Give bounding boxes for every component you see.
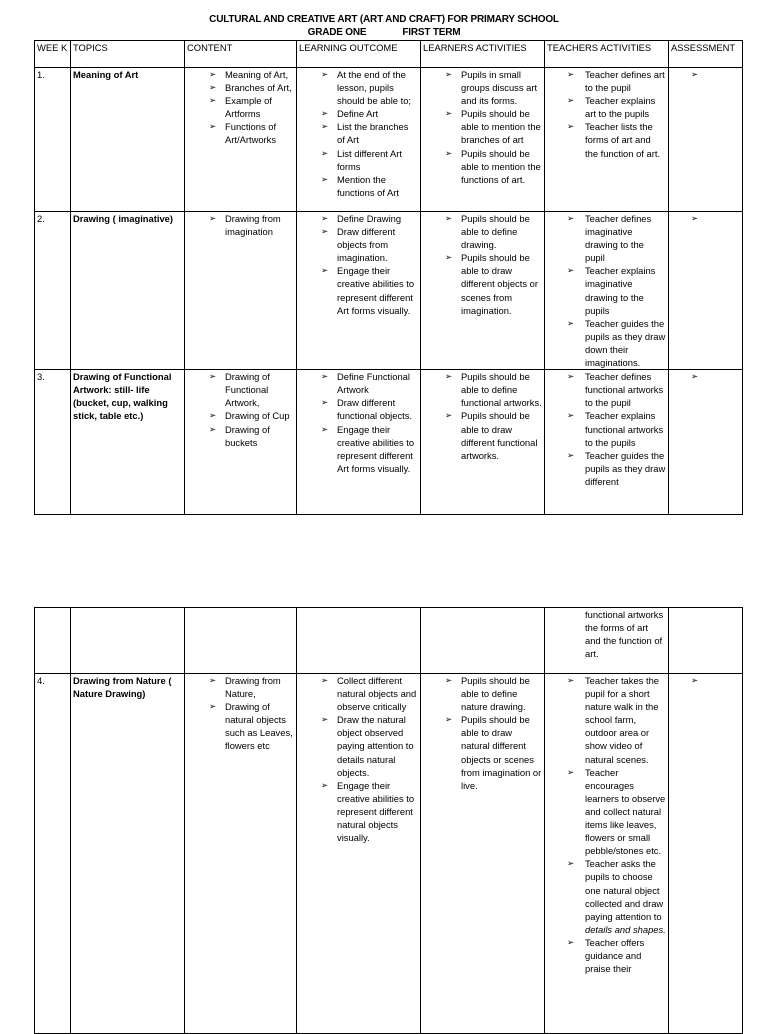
table-row (35, 68, 743, 212)
topic-cell: Drawing ( imaginative) (71, 212, 185, 370)
list-item: ➢ Define Art (321, 108, 379, 120)
scheme-table-page2 (34, 607, 743, 1034)
table-row-continuation (35, 608, 743, 674)
list-item: ➢ Meaning of Art, (209, 69, 289, 80)
content-cell (185, 370, 297, 515)
grade-label: GRADE ONE (307, 27, 367, 38)
list-item: ➢ Pupils should be able to draw different objects or scenes from imagination. (445, 252, 538, 316)
table-row (35, 370, 743, 515)
list-item: ➢ Teacher defines functional artworks to the pupil (567, 371, 664, 409)
content-cell (185, 68, 297, 212)
list-item: ➢ Teacher guides the pupils as they draw down their imaginations. (567, 317, 666, 369)
arrow-bullet-icon: ➢ (691, 69, 699, 79)
list-item: ➢ Teacher asks the pupils to choose one natural object collected and draw paying attention to details and shapes. (567, 858, 666, 935)
term-label: FIRST TERM (402, 27, 461, 38)
arrow-bullet-icon: ➢ (691, 675, 699, 685)
learners-cell (421, 370, 545, 515)
outcome-cell (297, 370, 421, 515)
header-row (35, 41, 743, 68)
list-item: ➢ Pupils should be able to define functional artworks. (445, 371, 542, 409)
list-item: ➢ Pupils should be able to draw different functional artworks. (445, 410, 538, 461)
list-item: ➢ Teacher guides the pupils as they draw different (567, 449, 666, 487)
outcome-cell (297, 674, 421, 1034)
topic-cell: Drawing of Functional Artwork: still- life (bucket, cup, walking stick, table etc.) (71, 370, 185, 515)
list-item: ➢ Drawing from imagination (209, 213, 281, 238)
list-item: ➢ Drawing of buckets (209, 423, 270, 448)
list-item: ➢ Pupils should be able to define drawing. (445, 213, 530, 251)
list-item: ➢ Teacher explains art to the pupils (567, 95, 656, 120)
assessment-cell (669, 68, 743, 212)
teachers-cell (545, 68, 669, 212)
header-topics: TOPICS (71, 41, 185, 68)
list-item: ➢ Pupils should be able to mention the branches of art (445, 108, 541, 146)
topic-cell: Drawing from Nature ( Nature Drawing) (71, 674, 185, 1034)
learners-cell (421, 212, 545, 370)
list-item: ➢ Branches of Art, (209, 82, 292, 94)
learners-cell (421, 674, 545, 1034)
list-item: ➢ Teacher explains functional artworks to the pupils (567, 410, 664, 448)
header-teachers-activities: TEACHERS ACTIVITIES (545, 41, 669, 68)
list-item: ➢ Teacher offers guidance and praise their (567, 936, 645, 975)
list-item: ➢ Engage their creative abilities to represent different Art forms visually. (321, 423, 415, 474)
week-cell: 2. (35, 212, 71, 370)
list-item: ➢ Define Drawing (321, 213, 402, 224)
content-cell (185, 212, 297, 370)
list-item: ➢ Pupils should be able to draw natural different objects or scenes from imagination or live. (445, 714, 542, 791)
arrow-bullet-icon: ➢ (691, 371, 699, 382)
list-item: ➢ Teacher encourages learners to observe and collect natural items like leaves, flowers or small pebble/stones etc. (567, 766, 666, 857)
scheme-table-page1 (34, 40, 743, 515)
list-item: ➢ Drawing of Functional Artwork, (209, 371, 270, 409)
teachers-cell (545, 674, 669, 1034)
list-item: ➢ Engage their creative abilities to represent different natural objects visually. (321, 779, 415, 844)
list-item: ➢ Functions of Art/Artworks (209, 121, 277, 146)
topic-cell: Meaning of Art (71, 68, 185, 212)
header-learners-activities: LEARNERS ACTIVITIES (421, 41, 545, 68)
grade-term-line (0, 27, 768, 39)
table-row (35, 212, 743, 370)
outcome-cell (297, 68, 421, 212)
list-item: ➢ Teacher explains imaginative drawing to the pupils (567, 265, 656, 316)
list-item: ➢ Teacher lists the forms of art and the function of art. (567, 121, 661, 159)
header-content: CONTENT (185, 41, 297, 68)
teachers-cell (545, 212, 669, 370)
teachers-cell (545, 608, 669, 674)
week-cell: 3. (35, 370, 71, 515)
table-row (35, 674, 743, 1034)
list-item: ➢ At the end of the lesson, pupils should be able to; (321, 69, 412, 107)
list-item: ➢ List the branches of Art (321, 121, 409, 146)
list-item: ➢ Drawing from Nature, (209, 675, 281, 700)
list-item: ➢ Define Functional Artwork (321, 371, 410, 396)
list-item: ➢ Engage their creative abilities to represent different Art forms visually. (321, 265, 415, 316)
list-item: ➢ Teacher takes the pupil for a short nature walk in the school farm, outdoor area or show video of natural scenes. (567, 675, 660, 765)
header-learning-outcome: LEARNING OUTCOME (297, 41, 421, 68)
continuation-text: functional artworks the forms of art and the function of art. (585, 609, 664, 660)
teachers-cell (545, 370, 669, 515)
list-item: ➢ List different Art forms (321, 147, 402, 172)
week-cell: 1. (35, 68, 71, 212)
list-item: ➢ Draw the natural object observed paying attention to details natural objects. (321, 714, 414, 778)
outcome-cell (297, 212, 421, 370)
header-week: WEE K (35, 41, 71, 68)
list-item: ➢ Example of Artforms (209, 95, 272, 120)
arrow-bullet-icon: ➢ (691, 213, 699, 223)
learners-cell (421, 68, 545, 212)
assessment-cell (669, 674, 743, 1034)
header-assessment: ASSESSMENT (669, 41, 743, 68)
week-cell: 4. (35, 674, 71, 1034)
content-cell (185, 674, 297, 1034)
list-item: ➢ Collect different natural objects and observe critically (321, 675, 417, 713)
list-item: ➢ Draw different functional objects. (321, 397, 413, 422)
list-item: ➢ Pupils in small groups discuss art and its forms. (445, 69, 538, 107)
document-title: CULTURAL AND CREATIVE ART (ART AND CRAFT) FOR PRIMARY SCHOOL (209, 14, 559, 25)
list-item: ➢ Drawing of natural objects such as Leaves, flowers etc (209, 701, 293, 752)
list-item: ➢ Draw different objects from imagination. (321, 226, 396, 264)
assessment-cell (669, 370, 743, 515)
list-item: ➢ Mention the functions of Art (321, 173, 400, 198)
list-item: ➢ Drawing of Cup (209, 410, 290, 422)
list-item: ➢ Pupils should be able to mention the functions of art. (445, 147, 541, 185)
list-item: ➢ Pupils should be able to define nature drawing. (445, 675, 530, 713)
assessment-cell (669, 212, 743, 370)
list-item: ➢ Teacher defines art to the pupil (567, 69, 665, 94)
list-item: ➢ Teacher defines imaginative drawing to the pupil (567, 213, 652, 264)
